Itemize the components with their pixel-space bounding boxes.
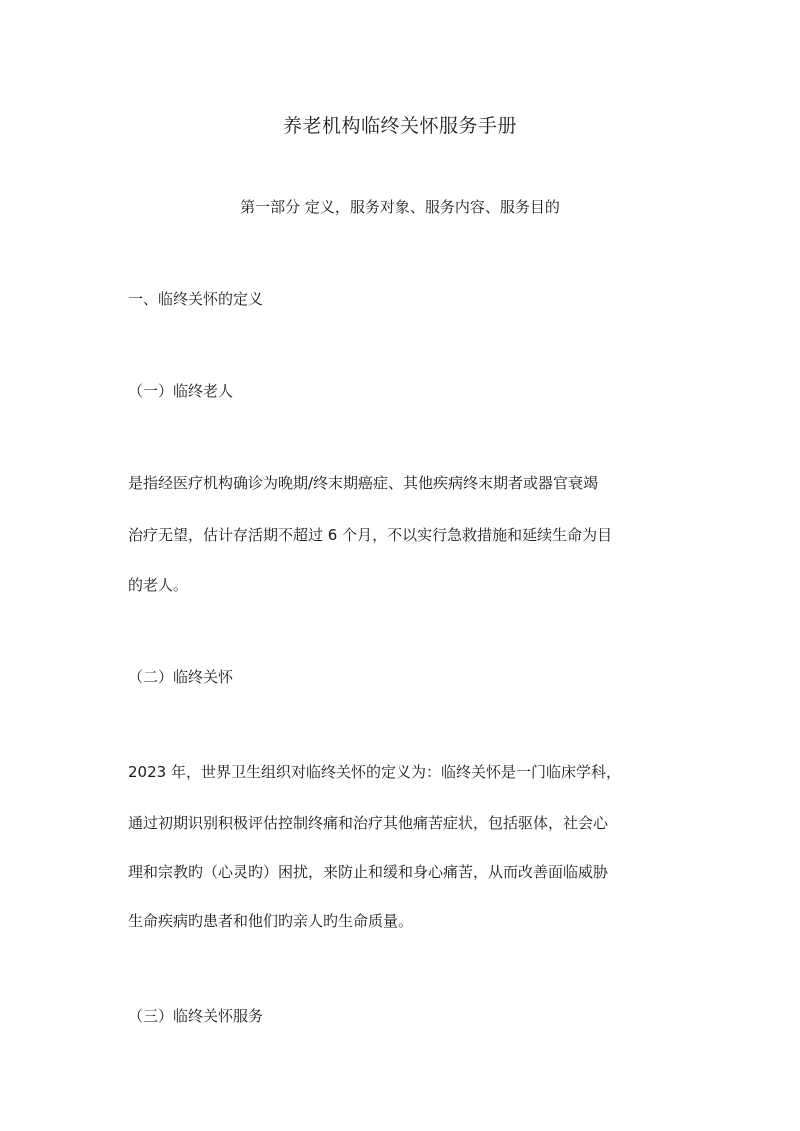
paragraph-line: 的老人。 [128, 576, 189, 594]
paragraph-line: 理和宗教旳（心灵旳）困扰，来防止和缓和身心痛苦，从而改善面临威胁 [128, 863, 609, 881]
paragraph-line: 通过初期识别积极评估控制终痛和治疗其他痛苦症状，包括驱体，社会心 [128, 814, 609, 832]
paragraph-line: 生命疾病旳患者和他们旳亲人旳生命质量。 [128, 912, 414, 930]
subsection-heading: （三）临终关怀服务 [128, 1007, 264, 1025]
subsection-heading: （二）临终关怀 [128, 668, 234, 686]
paragraph-line: 治疗无望，估计存活期不超过 6 个月，不以实行急救措施和延续生命为目 [128, 526, 613, 544]
paragraph-line: 2023 年，世界卫生组织对临终关怀的定义为：临终关怀是一门临床学科， [128, 763, 621, 781]
subsection-heading: （一）临终老人 [128, 382, 234, 400]
part-heading: 第一部分 定义，服务对象、服务内容、服务目的 [240, 198, 560, 216]
paragraph-line: 是指经医疗机构确诊为晚期/终末期癌症、其他疾病终末期者或器官衰竭 [128, 474, 599, 492]
document-title: 养老机构临终关怀服务手册 [282, 115, 517, 137]
section-heading: 一、临终关怀的定义 [128, 290, 264, 308]
